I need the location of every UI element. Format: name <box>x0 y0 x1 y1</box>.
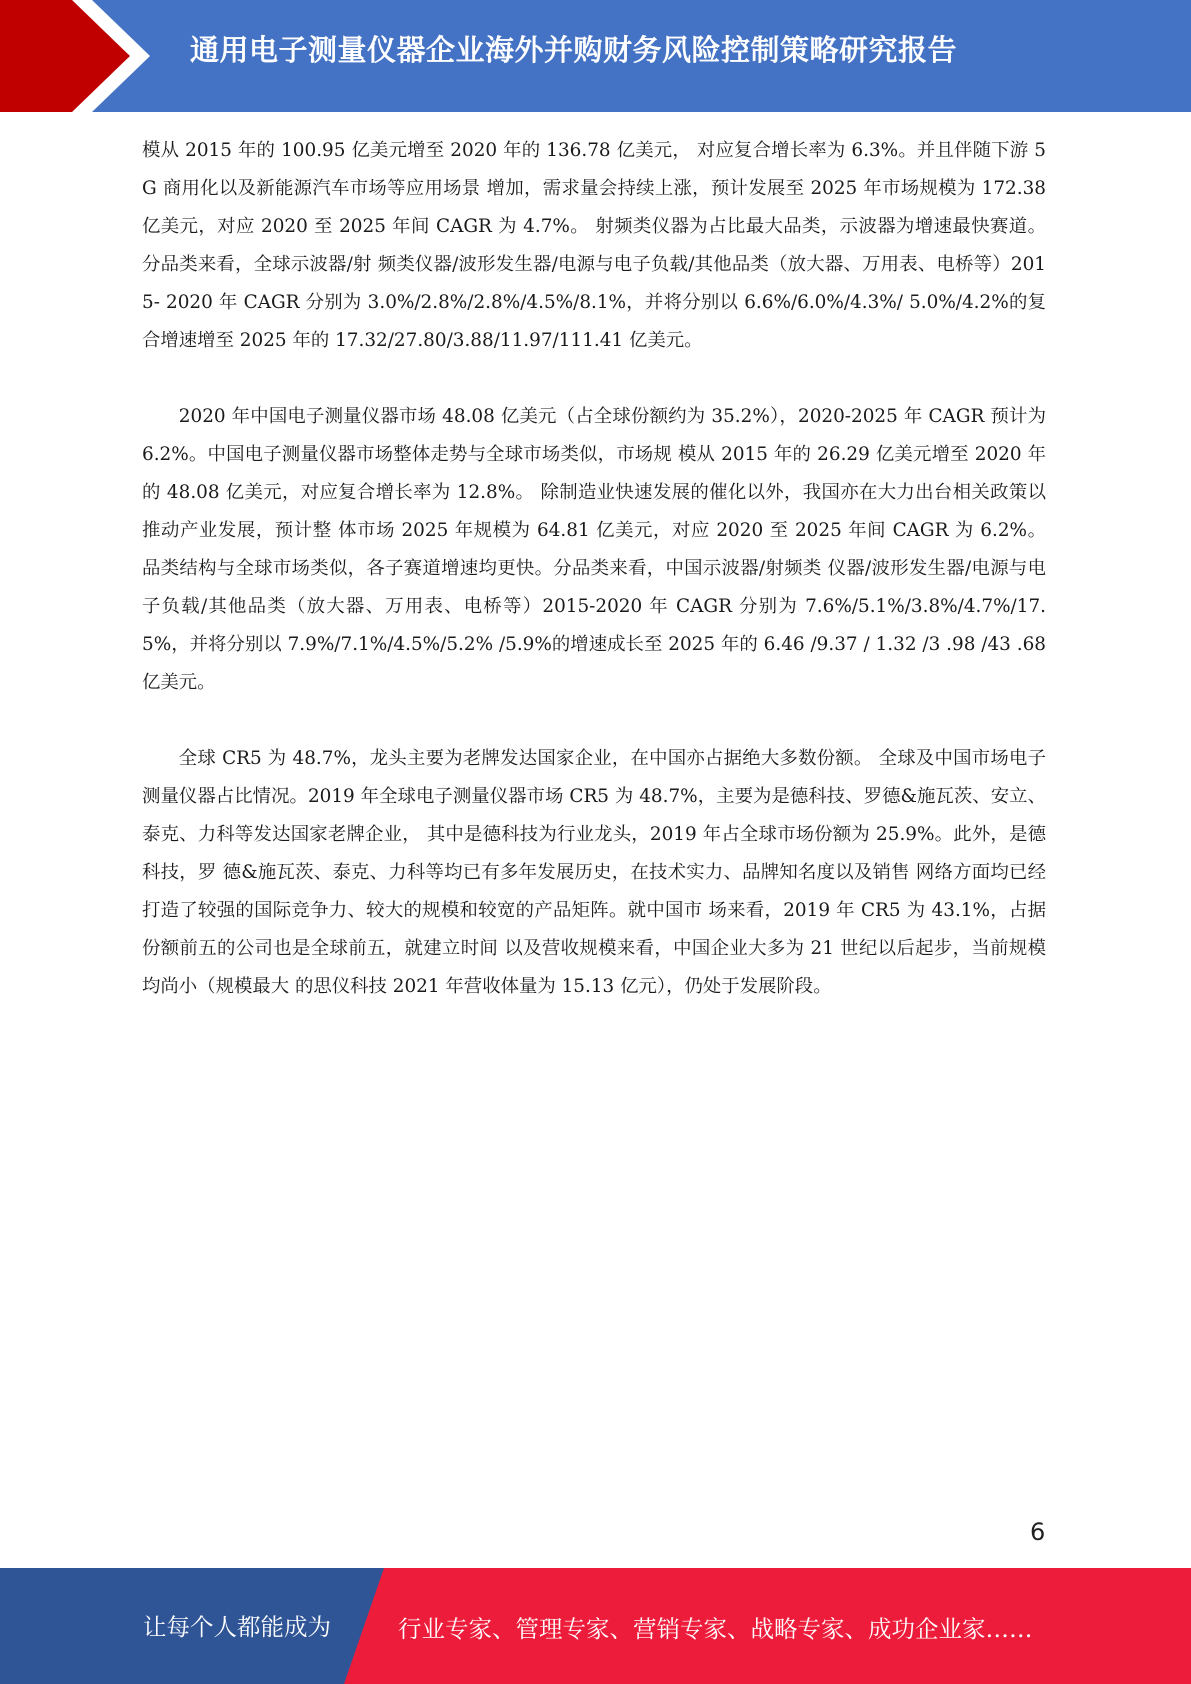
paragraph-global-market: 模从 2015 年的 100.95 亿美元增至 2020 年的 136.78 亿美元， 对应复合增长率为 6.3%。并且伴随下游 5G 商用化以及新能源汽车市场等应用场景 增加，需求量会持续上涨，预计发展至 2025 年市场规模为 172.38 亿美元，对应 2020 至 2025 年间 CAGR 为 4.7%。 射频类仪器为占比最大品类，示波器为增速最快赛道。分品类来看，全球示波器/射 频类仪器/波形发生器/电源与电子负载/其他品类（放大器、万用表、电桥等）2015- 2020 年 CAGR 分别为 3.0%/2.8%/2.8%/4.5%/8.1%，并将分别以 6.6%/6.0%/4.3%/ 5.0%/4.2%的复合增速增至 2025 年的 17.32/27.80/3.88/11.97/111.41 亿美元。 <box>142 140 1046 351</box>
footer-slogan-left: 让每个人都能成为 <box>143 1613 331 1641</box>
document-body <box>142 132 1046 1044</box>
header-chevron-icon <box>0 0 160 112</box>
report-title: 通用电子测量仪器企业海外并购财务风险控制策略研究报告 <box>190 33 958 67</box>
footer-slogan-right: 行业专家、管理专家、营销专家、战略专家、成功企业家…… <box>398 1615 1033 1643</box>
paragraph-competition-cr5: 全球 CR5 为 48.7%，龙头主要为老牌发达国家企业，在中国亦占据绝大多数份额。 全球及中国市场电子测量仪器占比情况。2019 年全球电子测量仪器市场 CR5 为 48.7%，主要为是德科技、罗德&施瓦茨、安立、泰克、力科等发达国家老牌企业， 其中是德科技为行业龙头，2019 年占全球市场份额为 25.9%。此外，是德科技，罗 德&施瓦茨、泰克、力科等均已有多年发展历史，在技术实力、品牌知名度以及销售 网络方面均已经打造了较强的国际竞争力、较大的规模和较宽的产品矩阵。就中国市 场来看，2019 年 CR5 为 43.1%，占据份额前五的公司也是全球前五，就建立时间 以及营收规模来看，中国企业大多为 21 世纪以后起步，当前规模均尚小（规模最大 的思仪科技 2021 年营收体量为 15.13 亿元），仍处于发展阶段。 <box>142 748 1046 997</box>
page-number: 6 <box>1030 1518 1046 1546</box>
header-banner <box>0 0 1191 112</box>
paragraph-china-market: 2020 年中国电子测量仪器市场 48.08 亿美元（占全球份额约为 35.2%），2020-2025 年 CAGR 预计为 6.2%。中国电子测量仪器市场整体走势与全球市场类似，市场规 模从 2015 年的 26.29 亿美元增至 2020 年的 48.08 亿美元，对应复合增长率为 12.8%。 除制造业快速发展的催化以外，我国亦在大力出台相关政策以推动产业发展，预计整 体市场 2025 年规模为 64.81 亿美元，对应 2020 至 2025 年间 CAGR 为 6.2%。 品类结构与全球市场类似，各子赛道增速均更快。分品类来看，中国示波器/射频类 仪器/波形发生器/电源与电子负载/其他品类（放大器、万用表、电桥等）2015-2020 年 CAGR 分别为 7.6%/5.1%/3.8%/4.7%/17.5%，并将分别以 7.9%/7.1%/4.5%/5.2% /5.9%的增速成长至 2025 年的 6.46 /9.37 / 1.32 /3 .98 /43 .68 亿美元。 <box>142 406 1046 693</box>
footer-banner <box>0 1568 1191 1684</box>
